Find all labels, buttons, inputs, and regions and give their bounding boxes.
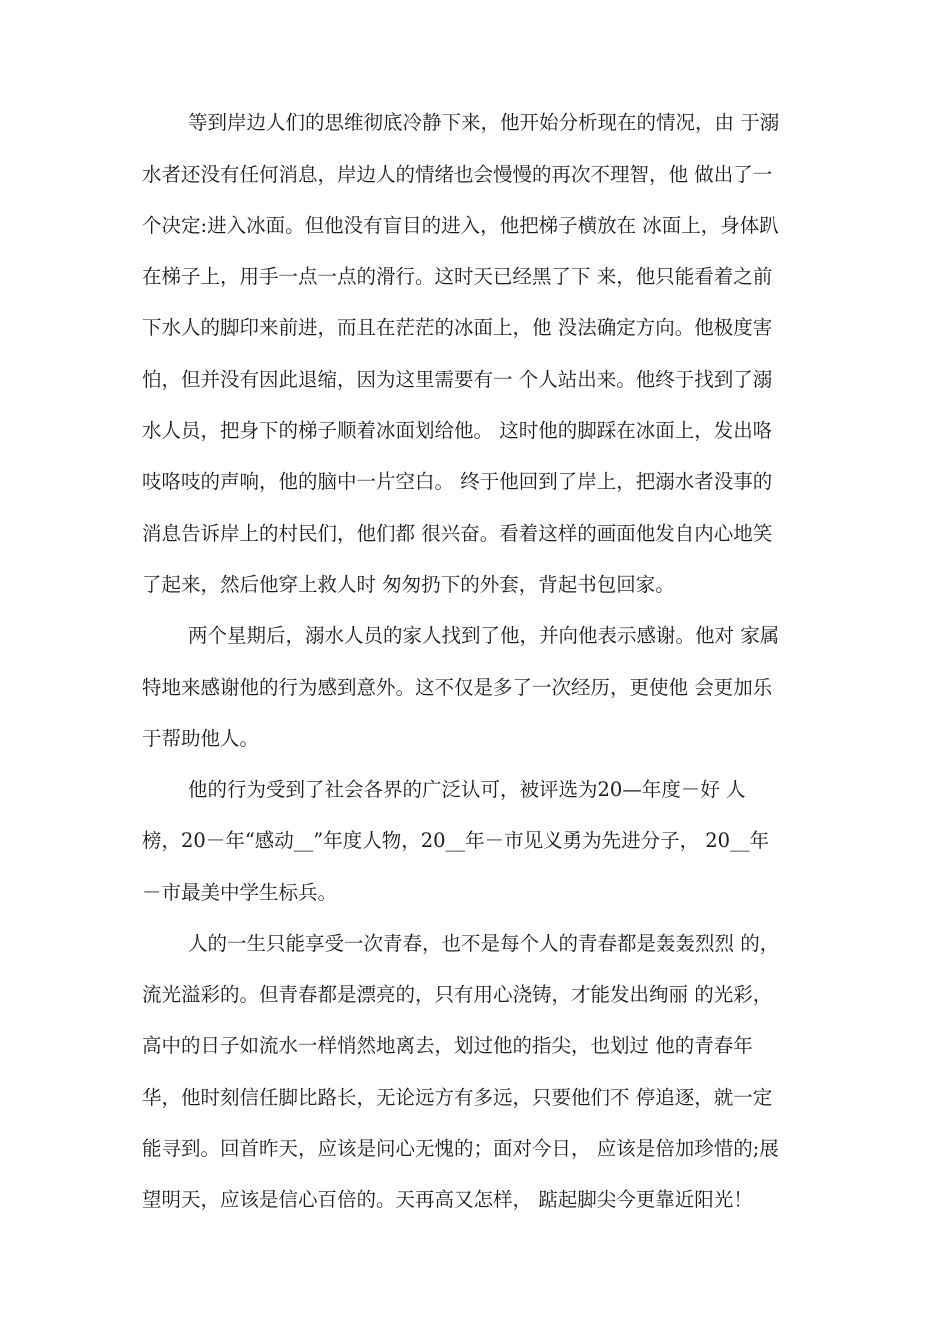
text-line-22: 望明天，应该是信心百倍的。天再高又怎样， 踮起脚尖今更靠近阳光！ [142,1188,753,1211]
text-line-12: 特地来感谢他的行为感到意外。这不仅是多了一次经历，更使他 会更加乐 [142,676,773,699]
text-line-8: 吱咯吱的声响，他的脑中一片空白。 终于他回到了岸上，把溺水者没事的 [142,470,773,493]
text-line-7: 水人员，把身下的梯子顺着冰面划给他。 这时他的脚踩在冰面上，发出咯 [142,419,773,442]
text-line-20: 华，他时刻信任脚比路长，无论远方有多远，只要他们不 停追逐，就一定 [142,1086,773,1109]
text-line-15: 榜，20－年“感动__”年度人物，20__年－市见义勇为先进分子， 20__年 [142,829,770,852]
text-line-18: 流光溢彩的。但青春都是漂亮的，只有用心浇铸，才能发出绚丽 的光彩， [142,983,773,1006]
text-line-1: 等到岸边人们的思维彻底冷静下来，他开始分析现在的情况，由 于溺 [188,111,780,134]
text-line-14: 他的行为受到了社会各界的广泛认可，被评选为20—年度－好 人 [188,778,746,801]
text-line-10: 了起来，然后他穿上救人时 匆匆扔下的外套，背起书包回家。 [142,573,675,596]
text-line-16: －市最美中学生标兵。 [142,881,338,904]
text-line-21: 能寻到。回首昨天，应该是问心无愧的；面对今日， 应该是倍加珍惜的;展 [142,1137,779,1160]
text-line-19: 高中的日子如流水一样悄然地离去，划过他的指尖，也划过 他的青春年 [142,1034,753,1057]
text-line-2: 水者还没有任何消息，岸边人的情绪也会慢慢的再次不理智，他 做出了一 [142,163,773,186]
text-line-6: 怕，但并没有因此退缩，因为这里需要有一 个人站出来。他终于找到了溺 [142,368,773,391]
text-line-11: 两个星期后，溺水人员的家人找到了他，并向他表示感谢。他对 家属 [188,624,780,647]
text-line-5: 下水人的脚印来前进，而且在茫茫的冰面上，他 没法确定方向。他极度害 [142,316,773,339]
text-line-9: 消息告诉岸上的村民们，他们都 很兴奋。看着这样的画面他发自内心地笑 [142,522,773,545]
text-line-4: 在梯子上，用手一点一点的滑行。这时天已经黑了下 来，他只能看着之前 [142,265,773,288]
text-line-13: 于帮助他人。 [142,727,260,750]
text-line-3: 个决定:进入冰面。但他没有盲目的进入，他把梯子横放在 冰面上，身体趴 [142,214,779,237]
text-line-17: 人的一生只能享受一次青春，也不是每个人的青春都是轰轰烈烈 的， [188,932,780,955]
